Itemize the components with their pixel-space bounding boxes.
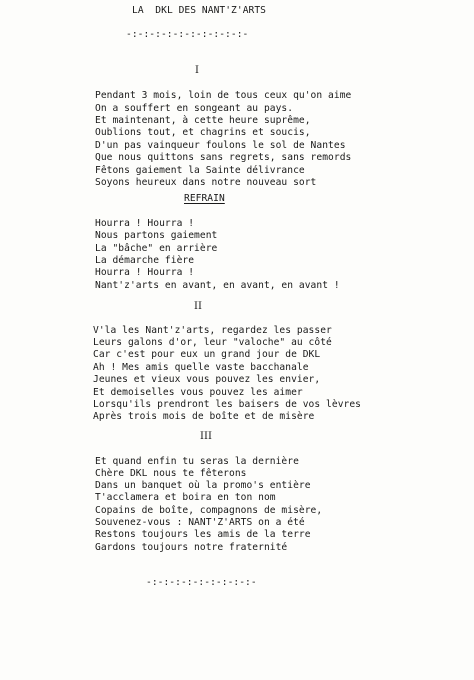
- verse-1-line: Que nous quittons sans regrets, sans remords: [95, 152, 352, 163]
- verse-3-line: Et quand enfin tu seras la dernière: [95, 456, 299, 467]
- verse-2-line: Jeunes et vieux vous pouvez les envier,: [93, 374, 321, 385]
- verse-1-line: On a souffert en songeant au pays.: [95, 103, 294, 114]
- verse-3-line: Copains de boîte, compagnons de misère,: [95, 505, 323, 516]
- verse-3-line: Gardons toujours notre fraternité: [95, 542, 288, 553]
- refrain-line: La "bâche" en arrière: [95, 243, 218, 254]
- verse-1-line: Fêtons gaiement la Sainte délivrance: [95, 165, 305, 176]
- refrain-line: Hourra ! Hourra !: [95, 267, 195, 278]
- verse-3-line: Souvenez-vous : NANT'Z'ARTS on a été: [95, 517, 305, 528]
- refrain-line: Nous partons gaiement: [95, 230, 218, 241]
- verse-2-line: Leurs galons d'or, leur "valoche" au côté: [93, 337, 332, 348]
- verse-1-line: Oublions tout, et chagrins et soucis,: [95, 127, 311, 138]
- refrain-line: Hourra ! Hourra !: [95, 218, 195, 229]
- verse-2-line: Car c'est pour eux un grand jour de DKL: [93, 349, 321, 360]
- bottom-ornament-divider: -:-:-:-:-:-:-:-:-:-: [146, 577, 257, 588]
- top-ornament-divider: -:-:-:-:-:-:-:-:-:-:-: [126, 29, 249, 40]
- verse-2-line: Et demoiselles vous pouvez les aimer: [93, 387, 303, 398]
- verse-2-line: Après trois mois de boîte et de misère: [93, 411, 315, 422]
- verse-3-line: Restons toujours les amis de la terre: [95, 529, 311, 540]
- verse-2-line: Lorsqu'ils prendront les baisers de vos lèvres: [93, 399, 361, 410]
- refrain-line: La démarche fière: [95, 255, 195, 266]
- verse-3-line: Dans un banquet où la promo's entière: [95, 480, 311, 491]
- verse-3-line: Chère DKL nous te fêterons: [95, 468, 247, 479]
- verse-3-line: T'acclamera et boira en ton nom: [95, 492, 276, 503]
- verse-1-line: D'un pas vainqueur foulons le sol de Nantes: [95, 140, 346, 151]
- verse-3-numeral: III: [200, 431, 213, 442]
- verse-2-line: V'la les Nant'z'arts, regardez les passer: [93, 325, 332, 336]
- verse-2-line: Ah ! Mes amis quelle vaste bacchanale: [93, 362, 309, 373]
- song-title: LA DKL DES NANT'Z'ARTS: [132, 5, 266, 16]
- verse-2-numeral: II: [194, 301, 203, 312]
- verse-1-line: Et maintenant, à cette heure suprême,: [95, 115, 311, 126]
- verse-1-line: Soyons heureux dans notre nouveau sort: [95, 177, 317, 188]
- verse-1-numeral: I: [195, 65, 200, 76]
- refrain-heading: REFRAIN: [184, 193, 225, 204]
- refrain-line: Nant'z'arts en avant, en avant, en avant !: [95, 280, 340, 291]
- verse-1-line: Pendant 3 mois, loin de tous ceux qu'on aime: [95, 90, 352, 101]
